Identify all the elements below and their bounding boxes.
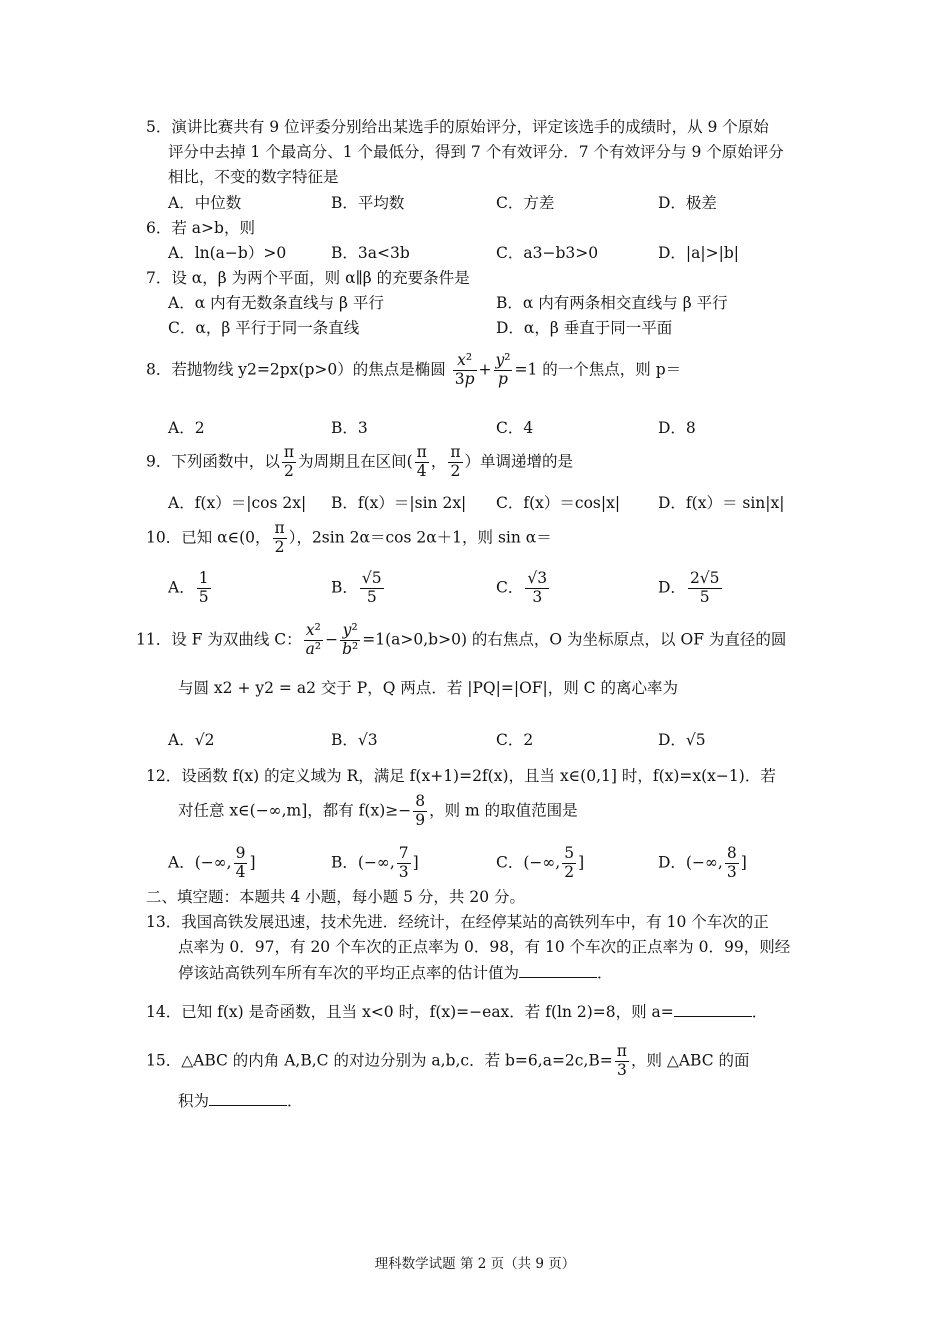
q7-stem: 7．设 α，β 为两个平面，则 α∥β 的充要条件是 — [146, 269, 470, 287]
q6-option-c: C．a3−b3>0 — [496, 244, 599, 262]
q13-answer-blank[interactable] — [519, 963, 597, 978]
q8-option-d: D．8 — [658, 419, 696, 437]
q8-option-b: B．3 — [331, 419, 368, 437]
q15-frac-b: $\frac{\pi}{3}$ — [616, 1042, 627, 1079]
q9-option-d: D．f(x）＝ sin|x| — [658, 494, 785, 512]
q13-line3: 停该站高铁列车所有车次的平均正点率的估计值为 ． — [178, 964, 613, 982]
q12-line1: 12．设函数 f(x) 的定义域为 R，满足 f(x+1)=2f(x)，且当 x∈(0,1] 时，f(x)=x(x−1)．若 — [146, 767, 776, 785]
q15-answer-blank[interactable] — [209, 1091, 287, 1106]
q10-option-c: C． $\frac{√3}{3}$ — [496, 569, 548, 606]
q7-option-d: D．α，β 垂直于同一平面 — [496, 319, 673, 337]
q5-option-b: B．平均数 — [331, 194, 405, 212]
q11-option-d: D．√5 — [658, 731, 706, 749]
q14-line: 14．已知 f(x) 是奇函数，且当 x<0 时，f(x)=−eax．若 f(ln 2)=8，则 a= ． — [146, 1003, 768, 1021]
q6-option-b: B．3a<3b — [331, 244, 410, 262]
q14-answer-blank[interactable] — [674, 1002, 752, 1017]
q8-fraction-y: $\frac{\text{y²}}{p}$ — [495, 351, 511, 388]
q10-option-d: D． $\frac{2√5}{5}$ — [658, 569, 720, 606]
q9-stem: 9．下列函数中，以 $\frac{\pi}{2}$ 为周期且在区间( $\frac{\pi}{4}$ ， $\frac{\pi}{2}$ ）单调递增的是 — [146, 443, 574, 480]
q6-option-a: A．ln(a−b）>0 — [168, 244, 287, 262]
q8-option-a: A．2 — [168, 419, 205, 437]
q15-line1 — [146, 1043, 749, 1080]
q8-option-c: C．4 — [496, 419, 534, 437]
q8-stem-post: 的一个焦点，则 p＝ — [542, 360, 682, 379]
q11-stem-pre: 11．设 F 为双曲线 C： — [136, 630, 302, 649]
q11-option-a: A．√2 — [168, 731, 215, 749]
q6-option-d: D．|a|>|b| — [658, 244, 739, 262]
q7-option-b: B．α 内有两条相交直线与 β 平行 — [496, 294, 728, 312]
q10-option-b: B． $\frac{√5}{5}$ — [331, 569, 382, 606]
q10-option-a: A． $\frac{1}{5}$ — [168, 569, 209, 606]
q12-line2 — [178, 793, 578, 830]
q11-frac-y: $\frac{\text{y²}}{\text{b²}}$ — [342, 621, 359, 658]
q10-stem-post: ），2sin 2α＝cos 2α＋1，则 sin α＝ — [288, 528, 552, 547]
q8-fraction-x: $\frac{\text{x²}}{3p}$ — [454, 351, 475, 388]
q12-option-a: A．(−∞, $\frac{9}{4}$ ] — [168, 844, 256, 881]
q15-pre: 15．△ABC 的内角 A,B,C 的对边分别为 a,b,c．若 b=6,a=2c,B= — [146, 1051, 613, 1070]
q13-line2: 点率为 0．97，有 20 个车次的正点率为 0．98，有 10 个车次的正点率为 0．99，则经 — [178, 938, 791, 956]
q11-frac-x: $\frac{\text{x²}}{\text{a²}}$ — [305, 621, 322, 658]
page-footer: 理科数学试题 第 2 页（共 9 页） — [374, 1256, 576, 1272]
q9-stem-pre: 9．下列函数中，以 — [146, 452, 280, 471]
q15-post: ，则 △ABC 的面 — [630, 1051, 750, 1070]
q9-option-c: C．f(x）＝cos|x| — [496, 494, 621, 512]
q5-line1: 5．演讲比赛共有 9 位评委分别给出某选手的原始评分，评定该选手的成绩时，从 9 个原始 — [146, 118, 769, 136]
q8-stem-pre: 8．若抛物线 y2=2px(p>0）的焦点是椭圆 — [146, 360, 446, 379]
q12-option-d: D．(−∞, $\frac{8}{3}$ ] — [658, 844, 747, 881]
q7-option-c: C．α，β 平行于同一条直线 — [168, 319, 360, 337]
q5-option-c: C．方差 — [496, 194, 555, 212]
q7-option-a: A．α 内有无数条直线与 β 平行 — [168, 294, 384, 312]
q5-option-d: D．极差 — [658, 194, 717, 212]
q10-frac-pi2: $\frac{\pi}{2}$ — [274, 519, 285, 556]
q12-l2-pre: 对任意 x∈(−∞,m]，都有 f(x)≥− — [178, 801, 412, 820]
q6-stem: 6．若 a>b，则 — [146, 219, 255, 237]
q9-option-a: A．f(x）＝|cos 2x| — [168, 494, 307, 512]
q9-stem-mid: 为周期且在区间( — [298, 452, 413, 471]
q15-line2: 积为 ． — [178, 1092, 303, 1110]
q12-option-b: B．(−∞, $\frac{7}{3}$ ] — [331, 844, 419, 881]
q11-line2: 与圆 x2 + y2 = a2 交于 P，Q 两点．若 |PQ|=|OF|，则 C 的离心率为 — [178, 679, 678, 697]
q12-l2-post: ，则 m 的取值范围是 — [429, 801, 578, 820]
q9-frac-left: $\frac{\pi}{4}$ — [416, 443, 427, 480]
q12-frac-8-9: $\frac{8}{9}$ — [415, 792, 426, 829]
q5-option-a: A．中位数 — [168, 194, 242, 212]
q8-stem: 8．若抛物线 y2=2px(p>0）的焦点是椭圆 $\frac{\text{x²}}{3p}$ + $\frac{\text{y²}}{p}$ =1 的一个焦点，则 p＝ — [146, 351, 682, 388]
section-2-heading: 二、填空题：本题共 4 小题，每小题 5 分，共 20 分。 — [146, 888, 526, 906]
q11-line1: 11．设 F 为双曲线 C： $\frac{\text{x²}}{\text{a²}}$ − $\frac{\text{y²}}{\text{b²}}$ =1(a>0,b>0) 的右焦点，O 为坐标原点，以 OF 为直径的圆 — [136, 621, 787, 658]
q9-stem-post: ）单调递增的是 — [464, 452, 574, 471]
q10-stem — [146, 520, 552, 557]
q11-option-c: C．2 — [496, 731, 534, 749]
q5-line3: 相比，不变的数字特征是 — [168, 168, 339, 186]
q9-option-b: B．f(x）＝|sin 2x| — [331, 494, 467, 512]
q9-frac-period: $\frac{\pi}{2}$ — [283, 443, 295, 480]
q9-frac-right: $\frac{\pi}{2}$ — [450, 443, 461, 480]
q11-option-b: B．√3 — [331, 731, 378, 749]
q13-line1: 13．我国高铁发展迅速，技术先进．经统计，在经停某站的高铁列车中，有 10 个车次的正 — [146, 913, 769, 931]
q5-line2: 评分中去掉 1 个最高分、1 个最低分，得到 7 个有效评分．7 个有效评分与 9 个原始评分 — [168, 143, 784, 161]
q12-option-c: C．(−∞, $\frac{5}{2}$ ] — [496, 844, 585, 881]
q11-stem-post: (a>0,b>0) 的右焦点，O 为坐标原点，以 OF 为直径的圆 — [385, 630, 787, 649]
q10-stem-pre: 10．已知 α∈(0， — [146, 528, 271, 547]
